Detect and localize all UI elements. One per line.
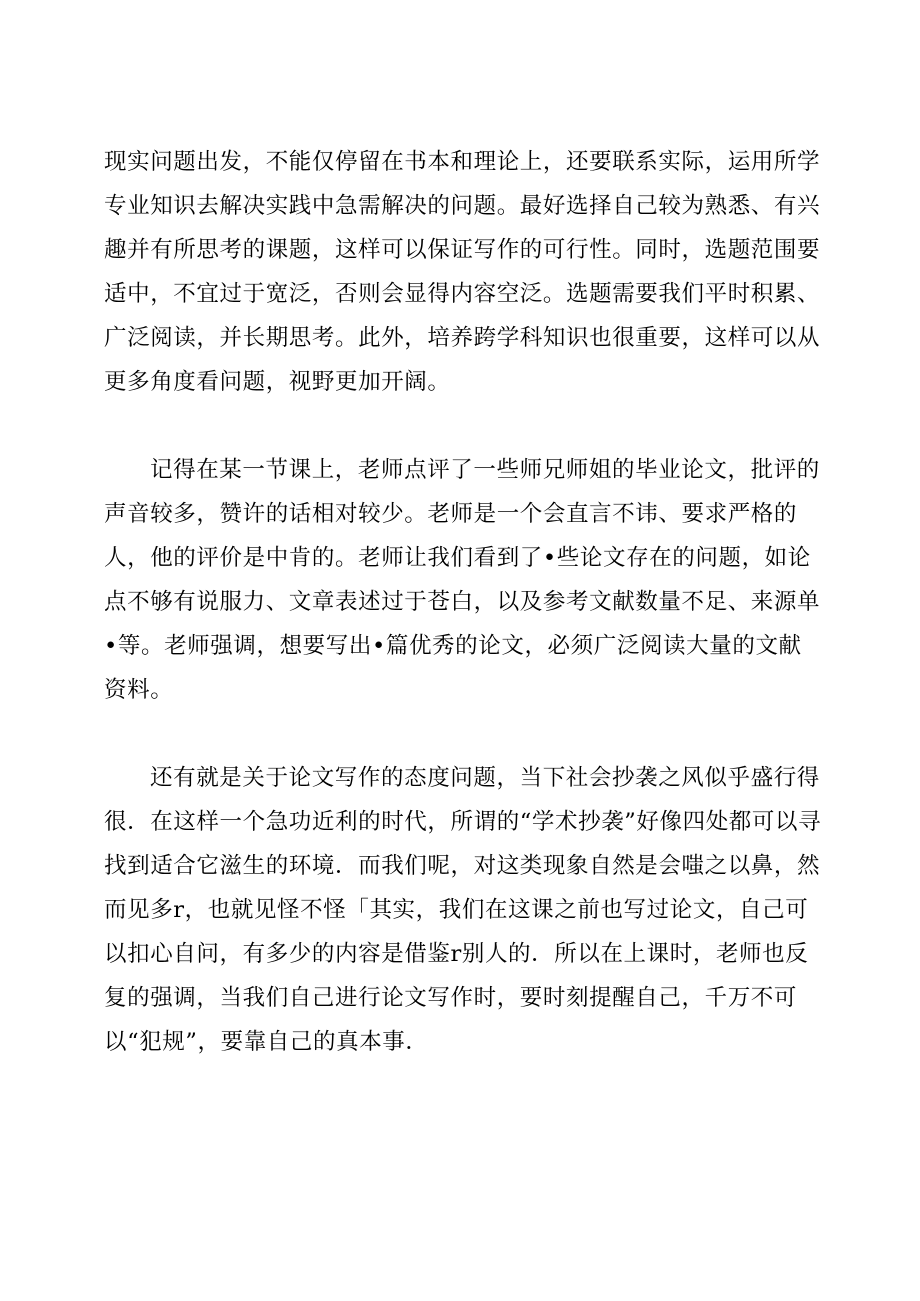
paragraph-topic-selection: 现实问题出发，不能仅停留在书本和理论上，还要联系实际，运用所学专业知识去解决实践中急需解决的问题。最好选择自己较为熟悉、有兴趣并有所思考的课题，这样可以保证写作的可行性。同时，选题范围要适中，不宜过于宽泛，否则会显得内容空泛。选题需要我们平时积累、广泛阅读，并长期思考。此外，培养跨学科知识也很重要，这样可以从更多角度看问题，视野更加开阔。: [104, 149, 821, 395]
paragraph-teacher-review: 记得在某一节课上，老师点评了一些师兄师姐的毕业论文，批评的声音较多，赞许的话相对较少。老师是一个会直言不讳、要求严格的人，他的评价是中肯的。老师让我们看到了•些论文存在的问题，如论点不够有说服力、文章表述过于苍白，以及参考文献数量不足、来源单•等。老师强调，想要写出•篇优秀的论文，必须广泛阅读大量的文献资料。: [104, 457, 821, 703]
paragraph-writing-attitude: 还有就是关于论文写作的态度问题，当下社会抄袭之风似乎盛行得很．在这样一个急功近利的时代，所谓的“学术抄袭”好像四处都可以寻找到适合它滋生的环境．而我们呢，对这类现象自然是会嗤之以鼻，然而见多r，也就见怪不怪「其实，我们在这课之前也写过论文，自己可以扣心自问，有多少的内容是借鉴r别人的．所以在上课时，老师也反复的强调，当我们自己进行论文写作时，要时刻提醒自己，千万不可以“犯规”，要靠自己的真本事．: [104, 765, 822, 1055]
document-body: [104, 140, 824, 1064]
